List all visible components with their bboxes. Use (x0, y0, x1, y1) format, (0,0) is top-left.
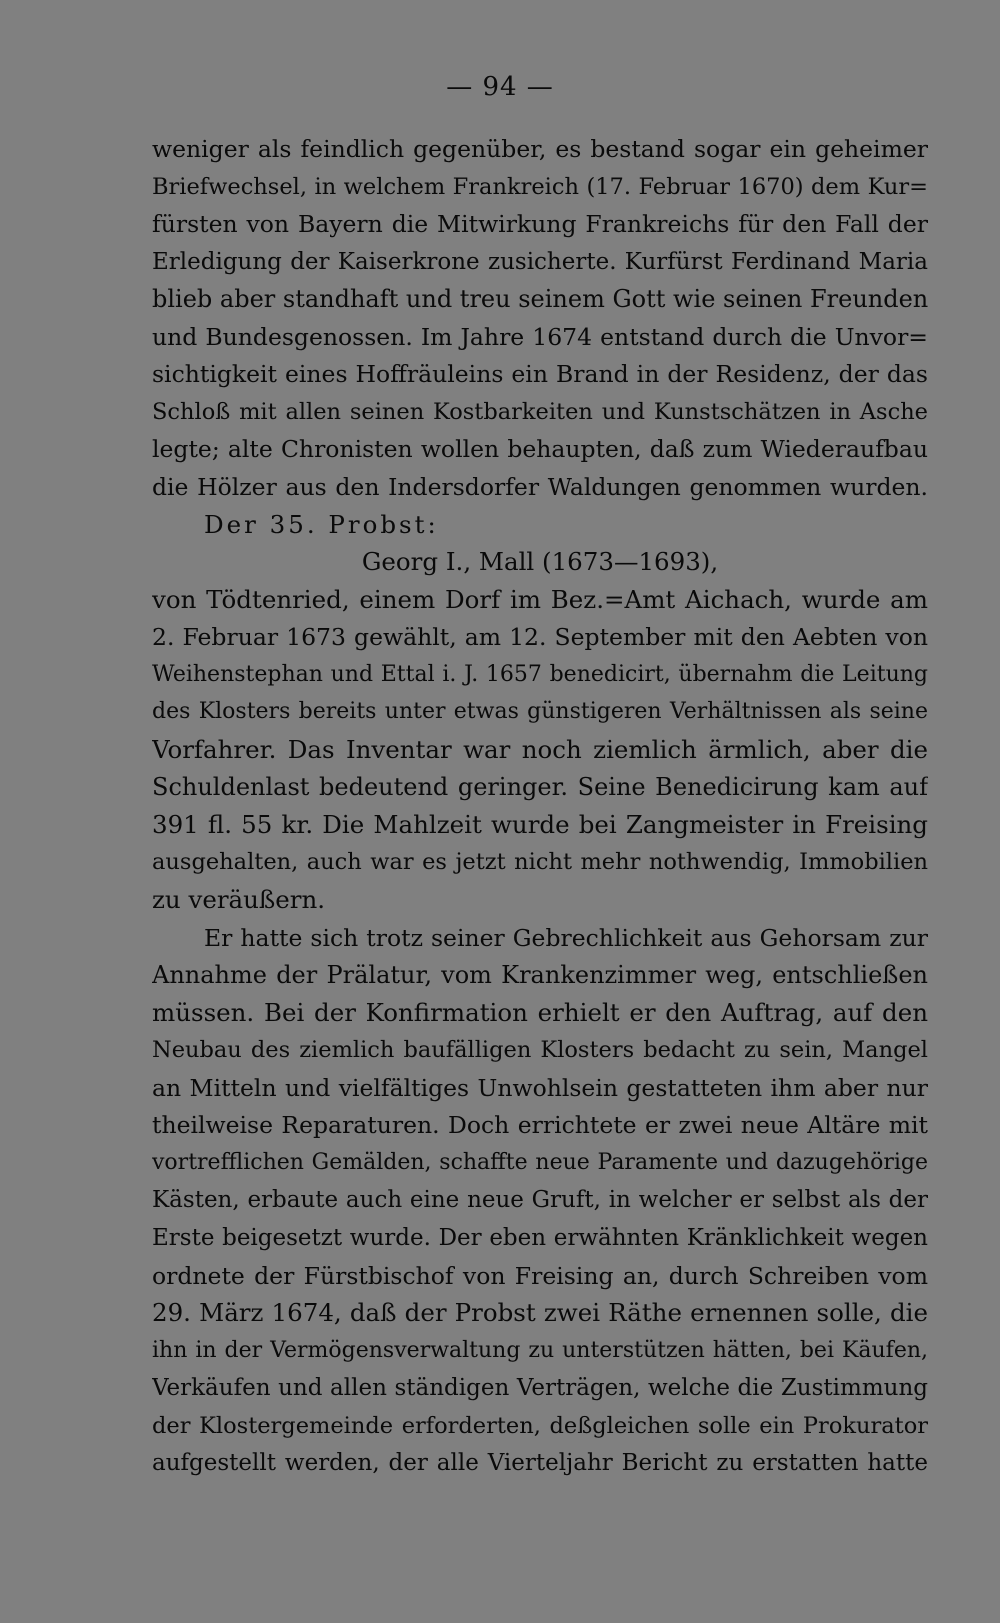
text-line: Erledigung der Kaiserkrone zusicherte. Kurfürst Ferdinand Maria (152, 248, 928, 275)
text-line: ihn in der Vermögensverwaltung zu unterstützen hätten, bei Käufen, (152, 1337, 928, 1363)
text-line: und Bundesgenossen. Im Jahre 1674 entstand durch die Unvor= (152, 322, 928, 351)
text-line: der Klostergemeinde erforderten, deßgleichen solle ein Prokurator (152, 1412, 928, 1439)
text-line: Schuldenlast bedeutend geringer. Seine Benedicirung kam auf (152, 773, 928, 802)
page-number: — 94 — (446, 72, 554, 102)
text-line: an Mitteln und vielfältiges Unwohlsein gestatteten ihm aber nur (152, 1073, 928, 1102)
text-line: Georg I., Mall (1673—1693), (361, 547, 719, 577)
text-line: Briefwechsel, in welchem Frankreich (17. Februar 1670) dem Kur= (152, 173, 928, 200)
text-line: Vorfahrer. Das Inventar war noch ziemlich ärmlich, aber die (152, 734, 928, 764)
text-line: Erste beigesetzt wurde. Der eben erwähnten Kränklichkeit wegen (152, 1224, 928, 1251)
text-line: die Hölzer aus den Indersdorfer Waldungen genommen wurden. (152, 472, 928, 501)
text-line: von Tödtenried, einem Dorf im Bez.=Amt Aichach, wurde am (152, 584, 928, 614)
text-line: 391 fl. 55 kr. Die Mahlzeit wurde bei Zangmeister in Freising (152, 809, 928, 839)
text-line: 29. März 1674, daß der Probst zwei Räthe ernennen solle, die (152, 1298, 928, 1328)
text-line: Neubau des ziemlich baufälligen Klosters bedacht zu sein, Mangel (152, 1037, 928, 1064)
text-line: Der 35. Probst: (204, 509, 439, 539)
text-line: Kästen, erbaute auch eine neue Gruft, in welcher er selbst als der (152, 1187, 928, 1214)
text-line: Verkäufen und allen ständigen Verträgen, welche die Zustimmung (152, 1375, 928, 1402)
text-line: zu veräußern. (152, 885, 326, 914)
text-line: 2. Februar 1673 gewählt, am 12. September mit den Aebten von (152, 623, 928, 652)
text-line: fürsten von Bayern die Mitwirkung Frankreichs für den Fall der (152, 210, 928, 239)
text-line: müssen. Bei der Konfirmation erhielt er den Auftrag, auf den (152, 997, 928, 1027)
text-line: weniger als feindlich gegenüber, es bestand sogar ein geheimer (152, 135, 928, 163)
text-line: Schloß mit allen seinen Kostbarkeiten und Kunstschätzen in Asche (152, 398, 928, 425)
text-line: blieb aber standhaft und treu seinem Gott wie seinen Freunden (152, 285, 928, 314)
text-line: theilweise Reparaturen. Doch errichtete er zwei neue Altäre mit (152, 1111, 928, 1140)
text-line: vortrefflichen Gemälden, schaffte neue Paramente und dazugehörige (152, 1149, 928, 1175)
text-line: Annahme der Prälatur, vom Krankenzimmer weg, entschließen (152, 961, 928, 990)
text-line: sichtigkeit eines Hoffräuleins ein Brand in der Residenz, der das (152, 360, 928, 389)
text-line: Weihenstephan und Ettal i. J. 1657 benedicirt, übernahm die Leitung (152, 661, 928, 687)
text-line: legte; alte Chronisten wollen behaupten, daß zum Wiederaufbau (152, 435, 928, 464)
text-line: Er hatte sich trotz seiner Gebrechlichkeit aus Gehorsam zur (204, 923, 928, 952)
text-line: aufgestellt werden, der alle Vierteljahr Bericht zu erstatten hatte (152, 1450, 928, 1477)
text-line: ordnete der Fürstbischof von Freising an, durch Schreiben vom (152, 1261, 928, 1290)
text-line: ausgehalten, auch war es jetzt nicht mehr nothwendig, Immobilien (152, 849, 928, 876)
text-line: des Klosters bereits unter etwas günstigeren Verhältnissen als seine (152, 699, 928, 725)
